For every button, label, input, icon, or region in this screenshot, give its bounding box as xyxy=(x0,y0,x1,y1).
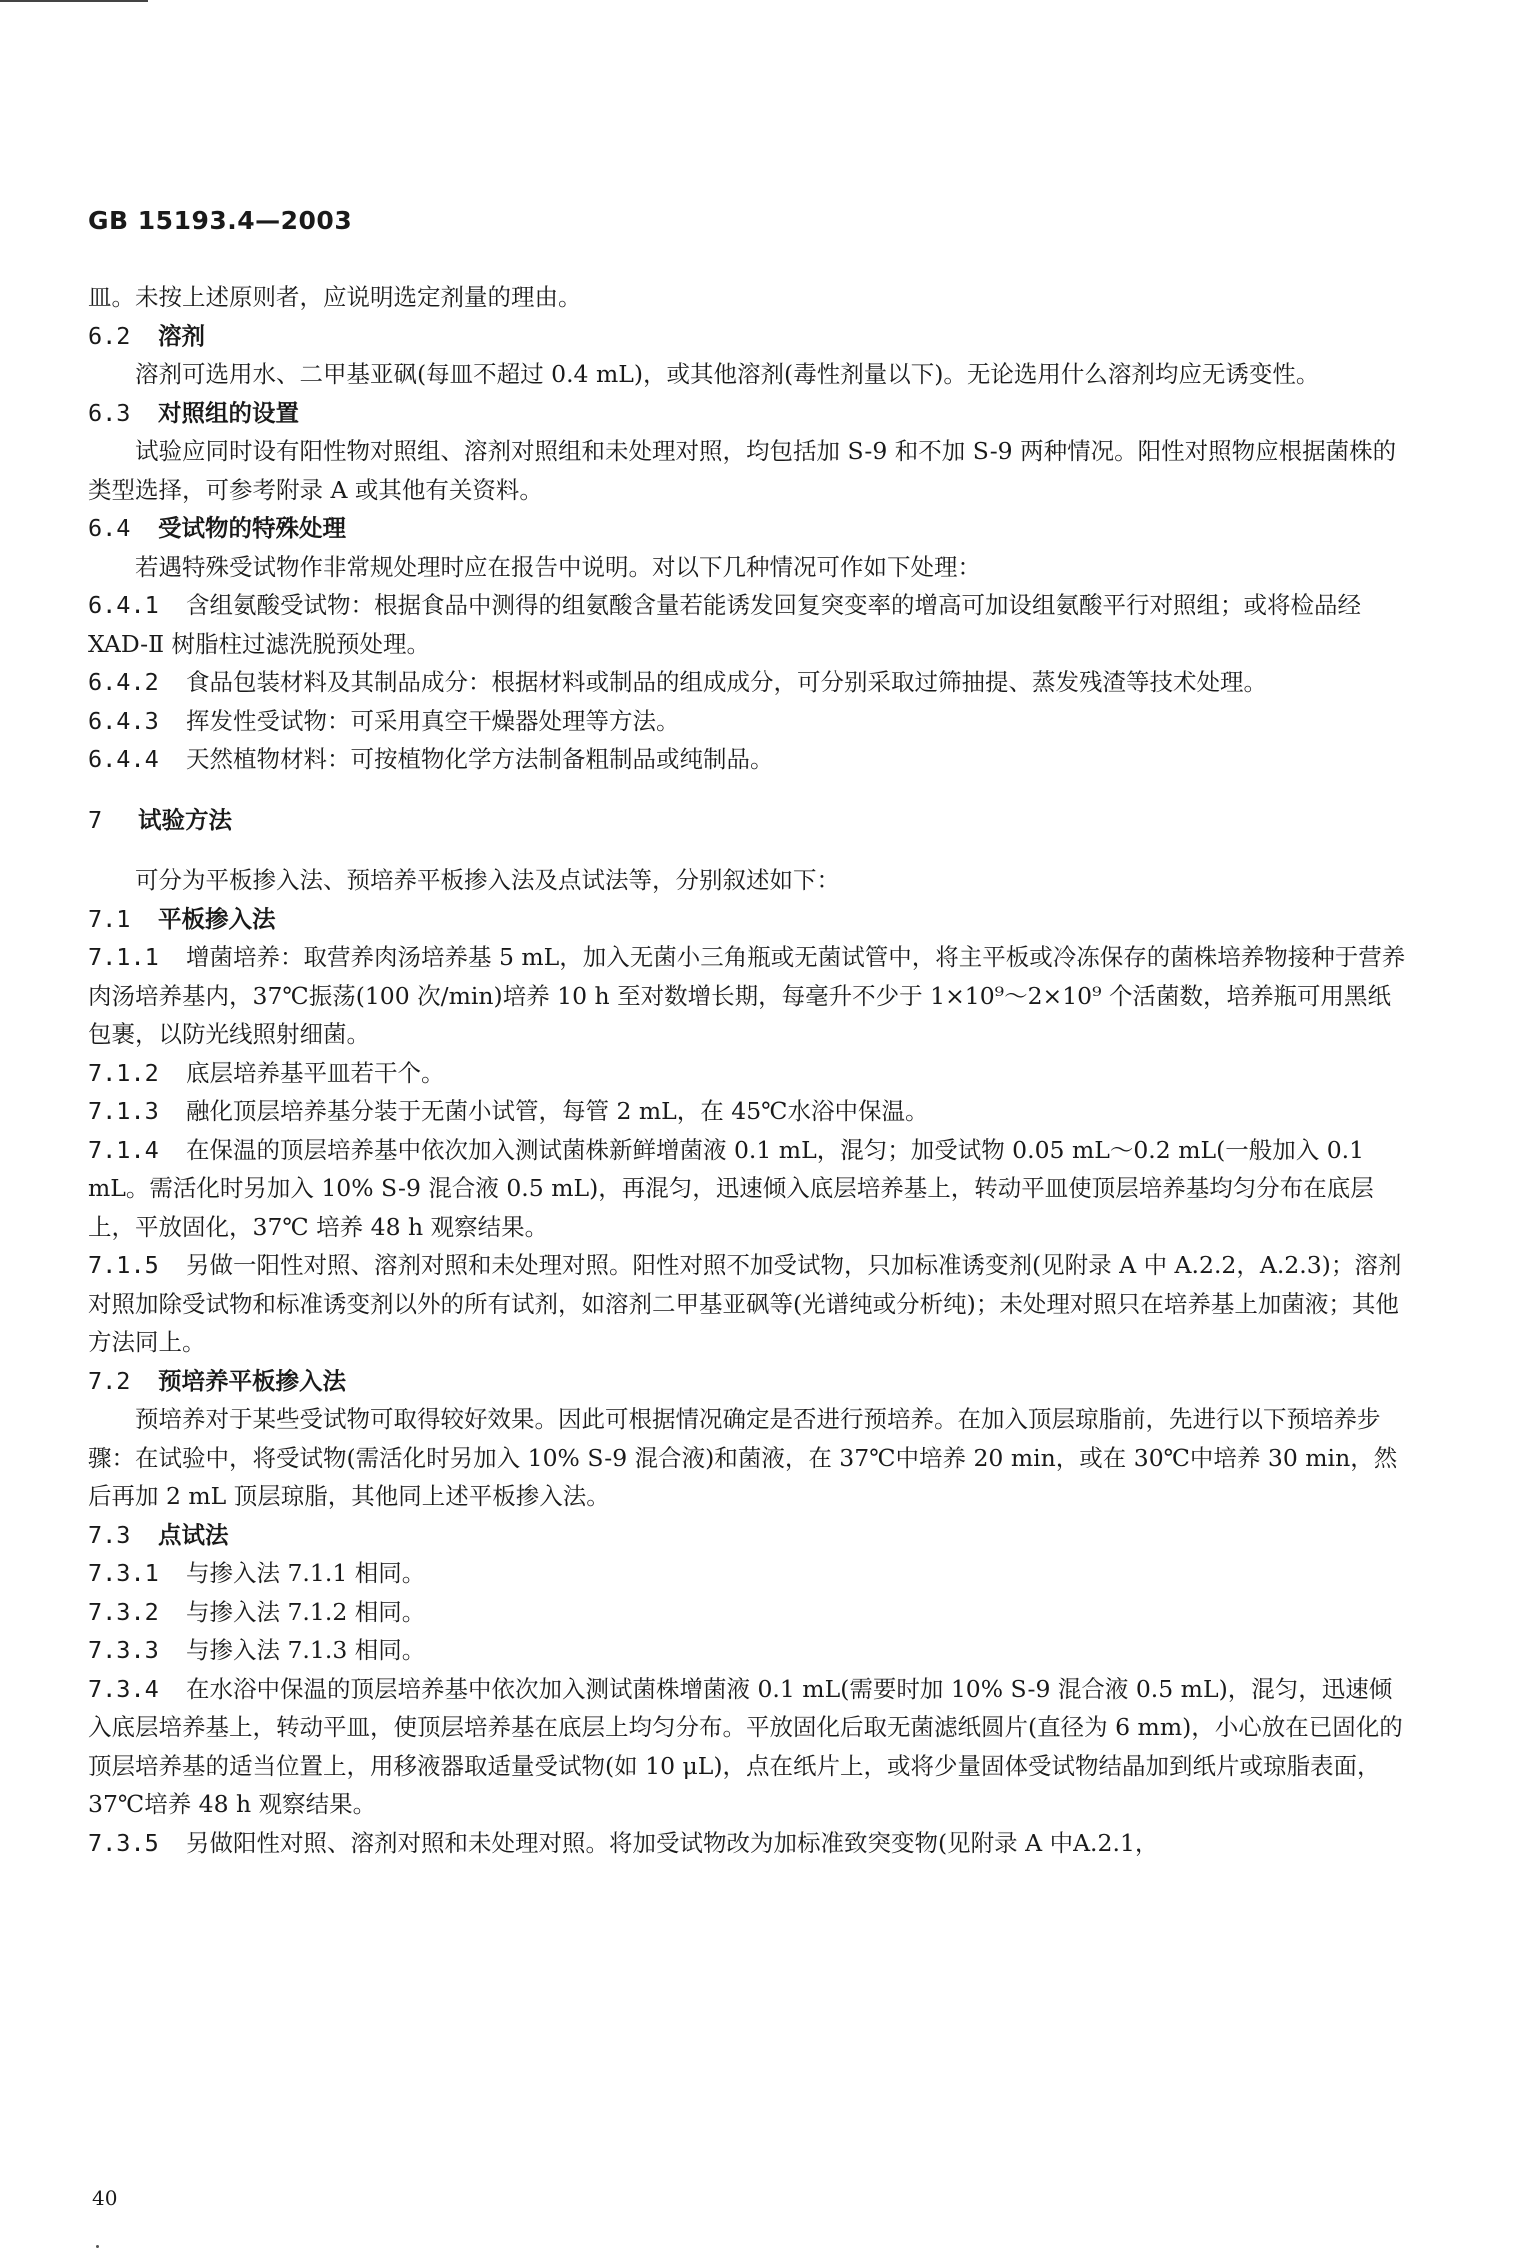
clause-text: 食品包装材料及其制品成分：根据材料或制品的组成成分，可分别采取过筛抽提、蒸发残渣等技术处理。 xyxy=(186,668,1267,696)
section-number: 7.3 xyxy=(88,1520,131,1549)
clause-7-1-5 xyxy=(88,1246,1408,1362)
clause-6-4-4 xyxy=(88,740,1408,779)
section-number: 6.3 xyxy=(88,398,131,427)
section-title: 对照组的设置 xyxy=(158,398,299,427)
clause-7-3-5 xyxy=(88,1824,1408,1863)
clause-number: 6.4.4 xyxy=(88,745,159,773)
page-number: 40 xyxy=(92,2186,118,2210)
clause-text: 天然植物材料：可按植物化学方法制备粗制品或纯制品。 xyxy=(186,745,774,773)
section-title: 预培养平板掺入法 xyxy=(158,1366,346,1395)
clause-7-3-1 xyxy=(88,1554,1408,1593)
clause-text: 增菌培养：取营养肉汤培养基 5 mL，加入无菌小三角瓶或无菌试管中，将主平板或冷冻保存的菌株培养物接种于营养肉汤培养基内，37℃振荡(100 次/min)培养 10 h 至对数增长期，每毫升不少于 1×10⁹～2×10⁹ 个活菌数，培养瓶可用黑纸包裹，以防光线照射细菌。 xyxy=(88,943,1406,1048)
section-heading-6-2 xyxy=(88,317,1408,356)
clause-number: 7.3.1 xyxy=(88,1559,159,1587)
clause-text: 含组氨酸受试物：根据食品中测得的组氨酸含量若能诱发回复突变率的增高可加设组氨酸平行对照组；或将检品经 XAD-Ⅱ 树脂柱过滤洗脱预处理。 xyxy=(88,591,1361,658)
clause-text: 在水浴中保温的顶层培养基中依次加入测试菌株增菌液 0.1 mL(需要时加 10% S-9 混合液 0.5 mL)，混匀，迅速倾入底层培养基上，转动平皿，使顶层培养基在底层上均匀分布。平放固化后取无菌滤纸圆片(直径为 6 mm)，小心放在已固化的顶层培养基的适当位置上，用移液器取适量受试物(如 10 μL)，点在纸片上，或将少量固体受试物结晶加到纸片或琼脂表面，37℃培养 48 h 观察结果。 xyxy=(88,1674,1403,1818)
clause-7-3-4 xyxy=(88,1670,1408,1824)
clause-7-1-3 xyxy=(88,1092,1408,1131)
section-heading-7 xyxy=(88,801,1408,840)
clause-7-1-1 xyxy=(88,938,1408,1054)
clause-number: 6.4.1 xyxy=(88,591,159,619)
section-number: 7.1 xyxy=(88,904,131,933)
section-heading-7-2 xyxy=(88,1362,1408,1401)
section-number: 6.4 xyxy=(88,514,131,542)
paragraph-6-2: 溶剂可选用水、二甲基亚砜(每皿不超过 0.4 mL)，或其他溶剂(毒性剂量以下)。无论选用什么溶剂均应无诱变性。 xyxy=(135,360,1320,388)
clause-text: 与掺入法 7.1.1 相同。 xyxy=(186,1559,426,1587)
paragraph-7: 可分为平板掺入法、预培养平板掺入法及点试法等，分别叙述如下： xyxy=(135,866,840,894)
clause-text: 另做阳性对照、溶剂对照和未处理对照。将加受试物改为加标准致突变物(见附录 A 中A.2.1， xyxy=(186,1828,1159,1857)
section-number: 7.2 xyxy=(88,1366,131,1395)
section-heading-7-3 xyxy=(88,1516,1408,1555)
clause-text: 另做一阳性对照、溶剂对照和未处理对照。阳性对照不加受试物，只加标准诱变剂(见附录 A 中 A.2.2，A.2.3)；溶剂对照加除受试物和标准诱变剂以外的所有试剂，如溶剂二甲基亚砜等(光谱纯或分析纯)；未处理对照只在培养基上加菌液；其他方法同上。 xyxy=(88,1251,1402,1356)
section-heading-6-4 xyxy=(88,509,1408,548)
clause-number: 7.3.3 xyxy=(88,1636,159,1664)
clause-number: 7.1.1 xyxy=(88,943,159,971)
section-title: 平板掺入法 xyxy=(158,904,276,933)
section-title: 点试法 xyxy=(158,1520,229,1549)
section-title: 受试物的特殊处理 xyxy=(158,514,346,542)
clause-number: 7.1.2 xyxy=(88,1058,159,1087)
clause-text: 融化顶层培养基分装于无菌小试管，每管 2 mL，在 45℃水浴中保温。 xyxy=(186,1097,929,1125)
clause-text: 在保温的顶层培养基中依次加入测试菌株新鲜增菌液 0.1 mL，混匀；加受试物 0.05 mL～0.2 mL(一般加入 0.1 mL。需活化时另加入 10% S-9 混合液 0.5 mL)，再混匀，迅速倾入底层培养基上，转动平皿使顶层培养基均匀分布在底层上，平放固化，37℃ 培养 48 h 观察结果。 xyxy=(88,1135,1374,1241)
section-number: 6.2 xyxy=(88,321,131,350)
clause-6-4-1 xyxy=(88,586,1408,663)
continued-paragraph: 皿。未按上述原则者，应说明选定剂量的理由。 xyxy=(88,283,582,311)
clause-7-3-2 xyxy=(88,1593,1408,1632)
clause-number: 6.4.2 xyxy=(88,668,159,696)
section-heading-6-3 xyxy=(88,394,1408,433)
paragraph-6-3: 试验应同时设有阳性物对照组、溶剂对照组和未处理对照，均包括加 S-9 和不加 S-9 两种情况。阳性对照物应根据菌株的类型选择，可参考附录 A 或其他有关资料。 xyxy=(88,437,1397,504)
section-title: 试验方法 xyxy=(138,805,232,834)
clause-number: 7.3.5 xyxy=(88,1828,159,1857)
page-content xyxy=(88,278,1408,1862)
scan-mark xyxy=(96,2245,99,2248)
clause-number: 7.1.4 xyxy=(88,1135,159,1164)
clause-7-3-3 xyxy=(88,1631,1408,1670)
top-rule xyxy=(0,0,148,2)
clause-number: 7.3.4 xyxy=(88,1674,159,1703)
section-title: 溶剂 xyxy=(158,321,205,350)
section-number: 7 xyxy=(88,805,103,834)
section-heading-7-1 xyxy=(88,900,1408,939)
clause-text: 挥发性受试物：可采用真空干燥器处理等方法。 xyxy=(186,706,680,735)
clause-number: 6.4.3 xyxy=(88,706,159,735)
clause-number: 7.3.2 xyxy=(88,1597,159,1626)
clause-7-1-4 xyxy=(88,1131,1408,1247)
clause-text: 与掺入法 7.1.2 相同。 xyxy=(186,1597,426,1626)
clause-number: 7.1.3 xyxy=(88,1097,159,1125)
clause-6-4-2 xyxy=(88,663,1408,702)
clause-text: 底层培养基平皿若干个。 xyxy=(186,1058,445,1087)
paragraph-7-2: 预培养对于某些受试物可取得较好效果。因此可根据情况确定是否进行预培养。在加入顶层琼脂前，先进行以下预培养步骤：在试验中，将受试物(需活化时另加入 10% S-9 混合液)和菌液，在 37℃中培养 20 min，或在 30℃中培养 30 min，然后再加 2 mL 顶层琼脂，其他同上述平板掺入法。 xyxy=(88,1405,1398,1510)
clause-6-4-3 xyxy=(88,702,1408,741)
clause-number: 7.1.5 xyxy=(88,1251,159,1279)
paragraph-6-4: 若遇特殊受试物作非常规处理时应在报告中说明。对以下几种情况可作如下处理： xyxy=(135,552,981,581)
document-id: GB 15193.4—2003 xyxy=(88,206,353,235)
clause-7-1-2 xyxy=(88,1054,1408,1093)
clause-text: 与掺入法 7.1.3 相同。 xyxy=(186,1636,426,1664)
